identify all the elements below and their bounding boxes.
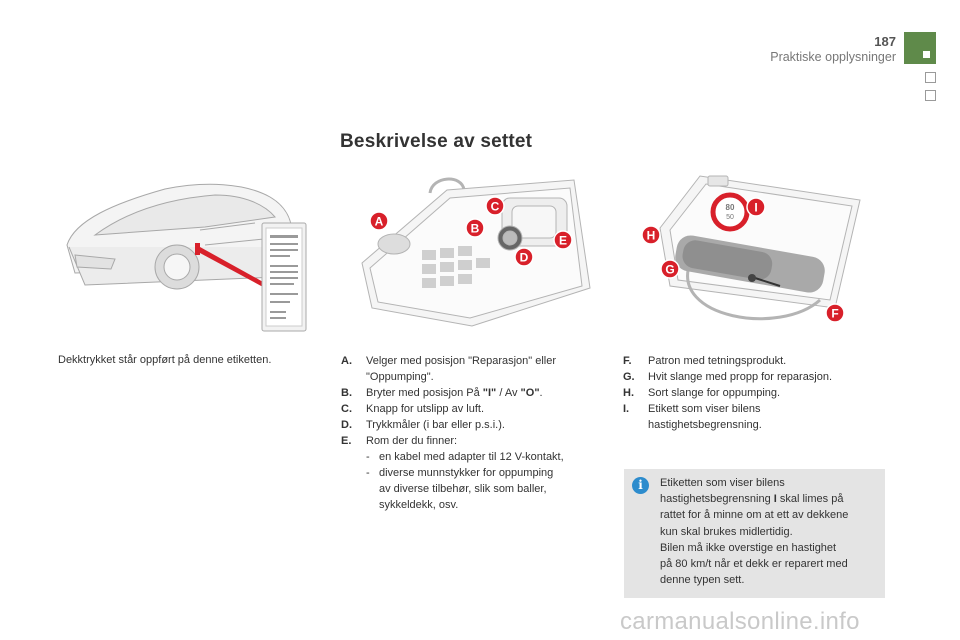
watermark: carmanualsonline.info <box>620 608 860 635</box>
chapter-tab-active <box>904 32 936 64</box>
callout-i <box>747 198 765 216</box>
svg-text:F: F <box>831 306 839 321</box>
sub-list-item: - en kabel med adapter til 12 V-kontakt, <box>366 451 564 463</box>
info-icon: i <box>632 477 649 494</box>
callout-f <box>826 304 844 322</box>
svg-text:D: D <box>519 250 529 265</box>
list-item: B. Bryter med posisjon På "I" / Av "O". <box>341 387 543 399</box>
page-number: 187 <box>874 34 896 49</box>
chapter-tab <box>925 90 936 101</box>
callout-g <box>661 260 679 278</box>
callout-c <box>486 197 504 215</box>
info-note: i Etiketten som viser bilens hastighetsbegrensning I skal limes på rattet for å minne om at ett av dekkene kun skal brukes midlertidig. Bilen må ikke overstige en hastighet på 80 km/t når et dekk er reparert med denne typen sett. <box>624 469 885 598</box>
svg-text:H: H <box>646 228 656 243</box>
callout-b <box>466 219 484 237</box>
svg-text:E: E <box>558 233 568 248</box>
list-item: E. Rom der du finner: <box>341 435 458 447</box>
callout-d <box>515 248 533 266</box>
list-item: I. Etikett som viser bilens hastighetsbegrensning. <box>623 403 762 431</box>
chapter-title: Praktiske opplysninger <box>770 50 896 64</box>
list-item: G. Hvit slange med propp for reparasjon. <box>623 371 833 383</box>
car-illustration <box>55 175 315 340</box>
svg-text:G: G <box>665 262 675 277</box>
list-item: A. Velger med posisjon "Reparasjon" eller "Oppumping". <box>341 355 557 383</box>
car-caption: Dekktrykket står oppført på denne etiketten. <box>58 354 272 366</box>
section-title: Beskrivelse av settet <box>340 131 533 152</box>
list-item: H. Sort slange for oppumping. <box>623 387 781 399</box>
callout-a <box>370 212 388 230</box>
svg-text:I: I <box>754 200 758 215</box>
list-item: D. Trykkmåler (i bar eller p.s.i.). <box>341 419 505 431</box>
svg-text:50: 50 <box>726 214 734 221</box>
list-item: F. Patron med tetningsprodukt. <box>623 355 787 367</box>
svg-text:80: 80 <box>725 203 735 212</box>
repair-kit-back-illustration <box>630 168 870 338</box>
repair-kit-front-illustration <box>352 168 602 333</box>
kit-items-list-left <box>341 353 606 513</box>
svg-text:A: A <box>374 214 384 229</box>
callout-e <box>554 231 572 249</box>
sub-list-item: - diverse munnstykker for oppumping av diverse tilbehør, slik som baller, sykkeldekk, osv. <box>366 467 554 511</box>
callout-h <box>642 226 660 244</box>
svg-text:C: C <box>490 199 500 214</box>
tire-pressure-label-icon <box>262 223 306 331</box>
svg-text:B: B <box>470 221 480 236</box>
list-item: C. Knapp for utslipp av luft. <box>341 403 485 415</box>
kit-items-list-right <box>623 353 893 433</box>
speed-limit-sticker <box>713 195 747 229</box>
chapter-tab <box>925 72 936 83</box>
